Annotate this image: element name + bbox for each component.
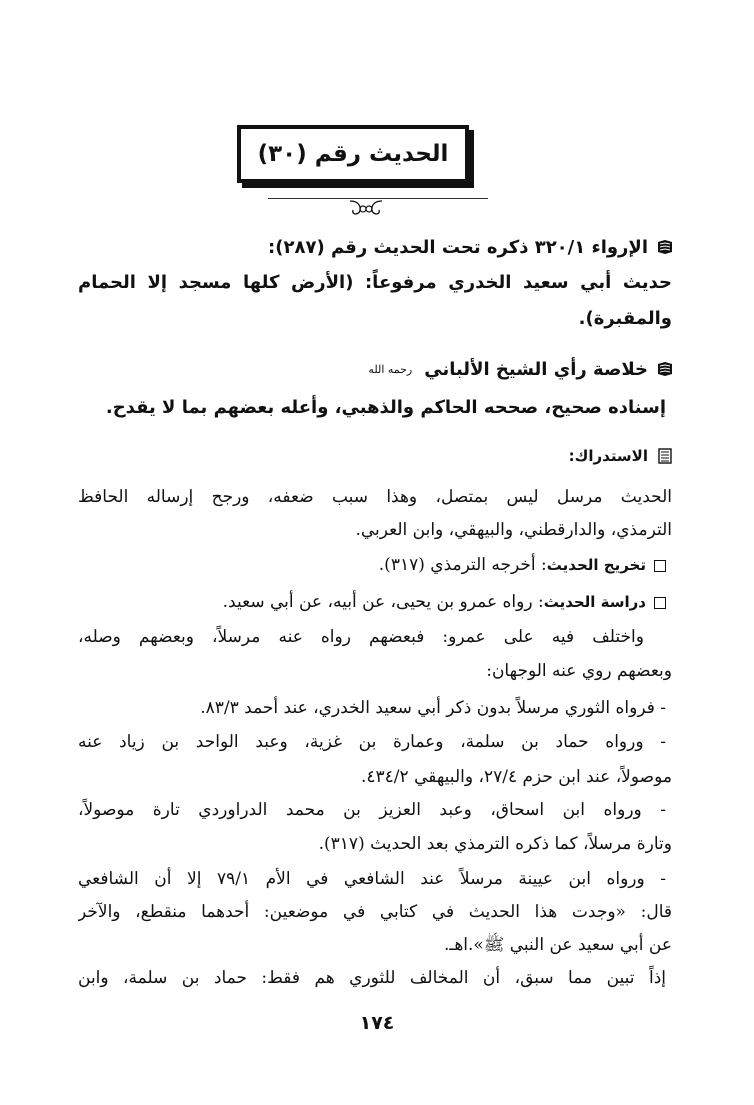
body-line-8: - ورواه ابن عيينة مرسلاً عند الشافعي في الأم ٧٩/١ إلا أن الشافعي: [78, 869, 666, 889]
book-icon: [656, 360, 674, 378]
takhrij-text: : أخرجه الترمذي (٣١٧).: [378, 555, 547, 575]
dirasa-text: : رواه عمرو بن يحيى، عن أبيه، عن أبي سعيد.: [222, 592, 544, 612]
book-icon: [656, 238, 674, 256]
istidrak-line-1: الحديث مرسل ليس بمتصل، وهذا سبب ضعفه، ورجح إرساله الحافظ: [78, 487, 672, 507]
body-line-6: - ورواه ابن اسحاق، وعبد العزيز بن محمد الدراوردي تارة موصولاً،: [78, 800, 666, 820]
checkbox-square-icon: [654, 560, 666, 572]
page-number: ١٧٤: [359, 1012, 395, 1034]
body-line-10: عن أبي سعيد عن النبي ﷺ».اهـ.: [443, 935, 672, 955]
hadith-text-line-1: حديث أبي سعيد الخدري مرفوعاً: (الأرض كلها مسجد إلا الحمام: [78, 272, 672, 293]
takhrij-row: [78, 550, 666, 580]
dirasa-row: [78, 587, 666, 617]
istidrak-heading: الاستدراك:: [568, 447, 648, 465]
body-line-1: واختلف فيه على عمرو: فبعضهم رواه عنه مرسلاً، وبعضهم وصله،: [78, 627, 644, 647]
body-line-2: وبعضهم روي عنه الوجهان:: [486, 661, 672, 681]
hadith-text-line-2: والمقبرة).: [578, 308, 672, 329]
istidrak-line-2: الترمذي، والدارقطني، والبيهقي، وابن العربي.: [355, 520, 672, 540]
checkbox-square-icon: [654, 597, 666, 609]
body-line-9: قال: «وجدت هذا الحديث في كتابي في موضعين: أحدهما منقطع، والآخر: [78, 902, 672, 922]
takhrij-label: تخريج الحديث: [546, 556, 646, 574]
body-line-4: - ورواه حماد بن سلمة، وعمارة بن غزية، وعبد الواحد بن زياد عنه: [78, 732, 666, 752]
body-line-7: وتارة مرسلاً، كما ذكره الترمذي بعد الحديث (٣١٧).: [318, 834, 672, 854]
irwaa-heading-row: [200, 232, 674, 262]
irwaa-heading: الإرواء ٣٢٠/١ ذكره تحت الحديث رقم (٢٨٧):: [268, 236, 648, 258]
hadith-title: الحديث رقم (٣٠): [257, 141, 449, 167]
dirasa-label: دراسة الحديث: [543, 593, 646, 611]
body-line-3: - فرواه الثوري مرسلاً بدون ذكر أبي سعيد الخدري، عند أحمد ٨٣/٣.: [200, 698, 666, 718]
ornament-icon: [348, 199, 384, 217]
body-line-11: إذاً تبين مما سبق، أن المخالف للثوري هم فقط: حماد بن سلمة، وابن: [78, 968, 666, 988]
istidrak-heading-row: [200, 441, 674, 471]
albani-summary-heading: خلاصة رأي الشيخ الألباني: [424, 358, 648, 380]
honorific-text: رحمه الله: [368, 362, 413, 376]
albani-summary-text: إسناده صحيح، صححه الحاكم والذهبي، وأعله بعضهم بما لا يقدح.: [105, 397, 666, 418]
book-icon: [656, 447, 674, 465]
body-line-5: موصولاً، عند ابن حزم ٢٧/٤، والبيهقي ٤٣٤/٢.: [361, 767, 672, 787]
hadith-title-box: [237, 125, 469, 183]
albani-summary-heading-row: [200, 354, 674, 384]
